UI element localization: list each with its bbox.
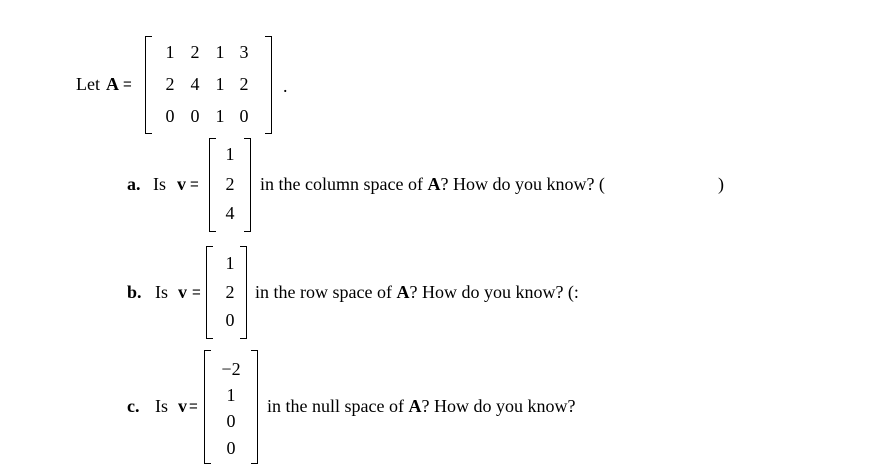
matrix-a-cell: 0	[239, 106, 249, 126]
intro-equals-sign: =	[123, 76, 132, 93]
question-a-text-before: in the column space of	[260, 174, 423, 194]
matrix-a-cell: 2	[190, 42, 200, 62]
question-b-is-word: Is	[155, 282, 168, 302]
intro-period: .	[283, 76, 288, 96]
question-c-is-word: Is	[155, 396, 168, 416]
question-b-text	[255, 282, 579, 302]
intro-let-word: Let	[76, 74, 100, 94]
matrix-a-cell: 1	[215, 74, 225, 94]
question-a-equals-sign: =	[190, 176, 199, 193]
vector-c-entry: 0	[226, 411, 236, 431]
vector-c-entry: 0	[226, 438, 236, 458]
question-c-label: c.	[127, 396, 140, 416]
matrix-a-left-bracket	[145, 36, 152, 134]
matrix-a-cell: 4	[190, 74, 200, 94]
intro-matrix-name: A	[106, 74, 119, 94]
question-a-label: a.	[127, 174, 141, 194]
question-a-is-word: Is	[153, 174, 166, 194]
question-a-matrix-name: A	[427, 174, 441, 194]
vector-a-left-bracket	[209, 138, 216, 232]
question-a-vector-name: v	[177, 174, 186, 194]
question-a-text	[260, 174, 605, 194]
matrix-a-cell: 2	[165, 74, 175, 94]
vector-b-entry: 0	[225, 310, 235, 330]
question-b-vector-name: v	[178, 282, 187, 302]
question-b-text-before: in the row space of	[255, 282, 392, 302]
vector-c-entry: 1	[226, 385, 236, 405]
question-b-label: b.	[127, 282, 142, 302]
matrix-a-cell: 2	[239, 74, 249, 94]
matrix-a-cell: 1	[215, 106, 225, 126]
vector-c-left-bracket	[204, 350, 211, 464]
question-b-text-after: ? How do you know? (:	[409, 282, 579, 302]
vector-a-entry: 4	[225, 203, 235, 223]
question-a-text-after: ? How do you know? (	[440, 174, 605, 194]
question-b-matrix-name: A	[396, 282, 410, 302]
vector-c-right-bracket	[251, 350, 258, 464]
matrix-a-cell: 0	[165, 106, 175, 126]
vector-a-entry: 2	[225, 174, 235, 194]
vector-b-entry: 2	[225, 282, 235, 302]
question-c-matrix-name: A	[408, 396, 422, 416]
matrix-a-cell: 3	[239, 42, 249, 62]
vector-b-entry: 1	[225, 253, 235, 273]
question-b-equals-sign: =	[192, 284, 201, 301]
matrix-a-right-bracket	[265, 36, 272, 134]
vector-a-entry: 1	[225, 144, 235, 164]
vector-b-right-bracket	[240, 246, 247, 339]
question-c-equals-sign: =	[189, 398, 198, 415]
question-c-vector-name: v	[178, 396, 187, 416]
vector-b-left-bracket	[206, 246, 213, 339]
vector-a-right-bracket	[244, 138, 251, 232]
question-c-text-after: ? How do you know?	[421, 396, 576, 416]
question-c-text	[267, 396, 575, 416]
vector-c-entry: −2	[221, 359, 241, 379]
matrix-a-cell: 0	[190, 106, 200, 126]
matrix-a-cell: 1	[165, 42, 175, 62]
question-c-text-before: in the null space of	[267, 396, 404, 416]
matrix-a-cell: 1	[215, 42, 225, 62]
question-a-closing-paren: )	[718, 174, 724, 194]
